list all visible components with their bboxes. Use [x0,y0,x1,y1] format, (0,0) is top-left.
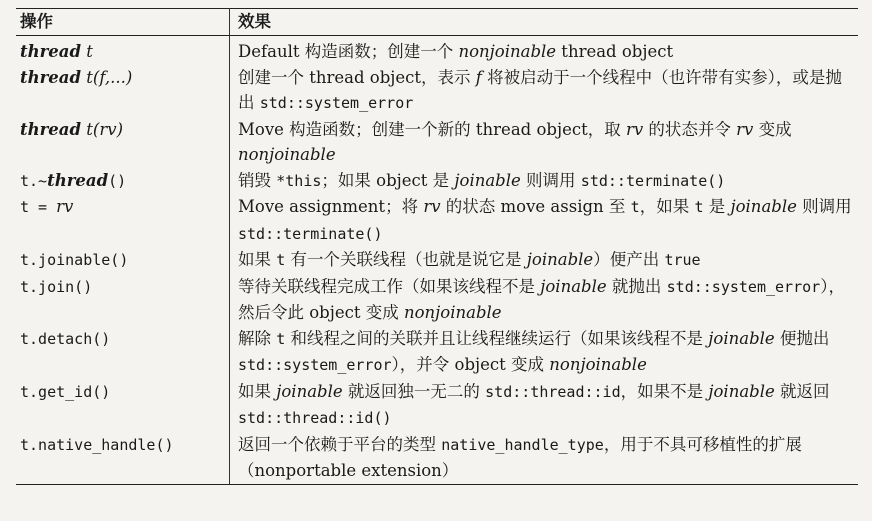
effect-cell-text: ），并令 object 变成 [391,355,550,374]
operation-cell-text: () [108,171,127,190]
effect-cell-text: 的状态 move assign 至 [440,197,631,216]
effect-cell-text: 是 [703,197,731,216]
operation-cell [16,274,230,326]
effect-cell [230,247,859,274]
operation-cell [16,168,230,195]
effect-cell-text: std::thread::id() [238,409,392,427]
header-operation: 操作 [16,9,230,36]
effect-cell-text: 返回一个依赖于平台的类型 [238,434,442,454]
operation-cell [16,65,230,117]
operation-cell [16,36,230,65]
header-effect: 效果 [230,9,859,36]
effect-cell-text: 有一个关联线程（也就是说它是 [285,250,527,269]
effect-cell-text: 等待关联线程完成工作（如果该线程不是 [238,276,541,296]
operation-cell [16,117,230,168]
operation-cell [16,247,230,274]
effect-cell-text: Default 构造函数；创建一个 [238,42,459,61]
effect-cell-text: std::system_error [259,94,414,112]
effect-cell-text: std::terminate() [238,224,383,243]
operation-cell-text: t [81,42,93,61]
operation-cell-text: t.join() [20,277,93,296]
effect-cell-text: f [475,67,482,87]
operation-cell-text: thread [20,42,82,61]
effect-cell-text: nonjoinable [238,145,336,164]
effect-cell-text: t [276,329,286,348]
table-row [16,65,858,117]
effect-cell [230,274,859,326]
effect-cell [230,36,859,65]
effect-cell-text: 则调用 [520,170,581,190]
effect-cell-text: rv [423,197,441,216]
effect-cell-text: 便抛出 [774,328,830,348]
effect-cell-text: std::thread::id [485,382,621,401]
effect-cell [230,432,859,485]
effect-cell-text: 创建一个 thread object，表示 [238,67,476,87]
table-body [16,36,858,485]
effect-cell-text: Move 构造函数；创建一个新的 thread object，取 [238,119,626,139]
effect-cell-text: thread object [556,42,674,61]
operation-cell [16,326,230,379]
effect-cell-text: joinable [708,381,775,401]
table-row [16,168,858,195]
effect-cell-text: 则调用 [796,197,852,216]
table-row [16,432,858,485]
effect-cell [230,194,859,247]
effect-cell-text: joinable [708,328,775,348]
effect-cell-text: ；如果 object 是 [321,170,455,190]
table-row [16,36,858,65]
effect-cell-text: t [630,198,640,216]
effect-cell-text: true [664,251,701,269]
operation-cell [16,432,230,485]
operation-cell-text: t(rv) [81,119,124,139]
effect-cell-text: native_handle_type [441,435,604,454]
effect-cell-text: 解除 [238,328,277,348]
table-row [16,117,858,168]
effect-cell-text: joinable [276,381,343,401]
effect-cell-text: *this [276,171,322,190]
operation-cell-text: t = [20,198,57,216]
operation-cell-text: rv [56,197,74,216]
effect-cell-text: nonjoinable [549,355,647,374]
effect-cell-text: ，如果 [639,197,695,216]
effect-cell-text: joinable [540,276,607,296]
effect-cell-text: 就抛出 [606,276,667,296]
table-row [16,194,858,247]
effect-cell-text: nonjoinable [403,303,502,322]
effect-cell-text: 的状态并令 [643,119,737,139]
effect-cell-text: nonjoinable [458,42,557,61]
effect-cell-text: t [276,251,286,269]
operation-cell [16,194,230,247]
operation-cell-text: t.get_id() [20,382,111,401]
effect-cell-text: 变成 [753,119,792,139]
operation-cell-text: thread [20,119,82,139]
effect-cell-text: std::system_error [666,277,821,296]
effect-cell-text: ，用于不具可移植性的扩展（nonportable extension） [238,434,802,480]
effect-cell-text: Move assignment；将 [238,197,424,216]
effect-cell-text: 如果 [238,381,277,401]
effect-cell [230,379,859,432]
effect-cell-text: rv [625,119,644,139]
table-row [16,247,858,274]
effect-cell-text: ，如果不是 [620,381,709,401]
operation-cell-text: thread [20,67,82,87]
effect-cell-text: 销毁 [238,170,277,190]
operation-cell-text: thread [47,170,109,190]
effect-cell [230,168,859,195]
effect-cell-text: joinable [454,170,521,190]
operation-cell [16,379,230,432]
operation-cell-text: t.~ [20,171,48,190]
table-row [16,379,858,432]
effect-cell-text: 如果 [238,250,277,269]
effect-cell [230,326,859,379]
operation-cell-text: t.native_handle() [20,435,174,454]
effect-cell-text: 就返回 [774,381,830,401]
effect-cell-text: std::system_error [238,356,392,374]
operation-cell-text: t.joinable() [20,251,129,269]
thread-operations-table [16,8,858,485]
effect-cell-text: rv [736,119,754,139]
effect-cell-text: 就返回独一无二的 [342,381,486,401]
effect-cell-text: 将被启动于一个线程中（也许带有实参），或是抛出 [238,67,842,112]
effect-cell-text: 和线程之间的关联并且让线程继续运行（如果该线程不是 [285,328,709,348]
effect-cell-text: ）便产出 [593,250,665,269]
effect-cell-text: std::terminate() [580,171,726,190]
table-row [16,274,858,326]
effect-cell [230,65,859,117]
effect-cell-text: ），然后令此 object 变成 [238,276,845,322]
header-row [16,9,858,36]
effect-cell-text: joinable [730,197,797,216]
effect-cell-text: joinable [526,250,594,269]
effect-cell-text: t [694,198,704,216]
operation-cell-text: t(f,...) [81,67,133,87]
operation-cell-text: t.detach() [20,329,111,348]
effect-cell [230,117,859,168]
table-row [16,326,858,379]
